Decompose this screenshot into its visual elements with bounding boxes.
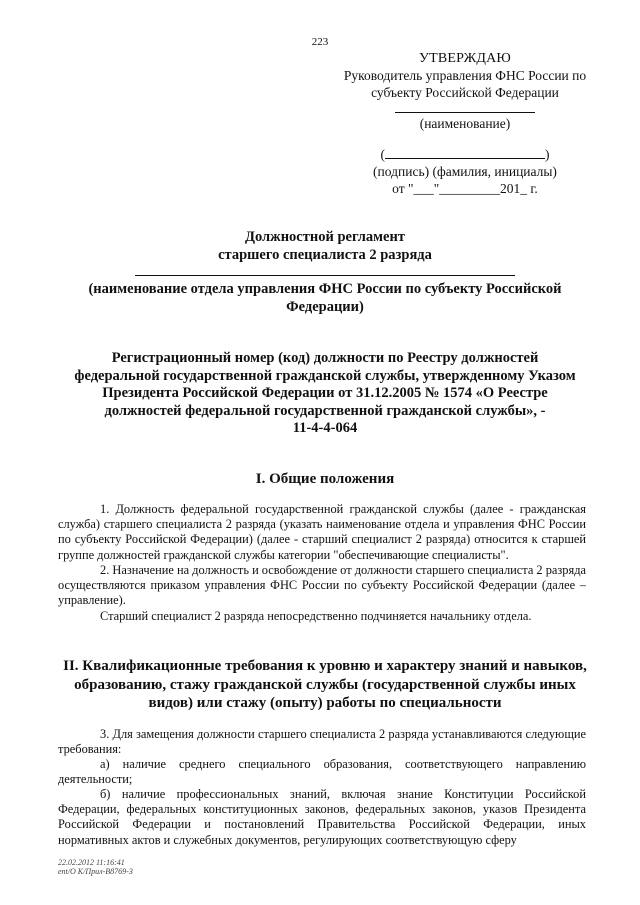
registration-line-1: Регистрационный номер (код) должности по Реестру должностей	[111, 350, 539, 366]
title-rule	[135, 274, 515, 276]
document-title-line-2: старшего специалиста 2 разряда	[218, 247, 432, 263]
page-number: 223	[311, 36, 329, 48]
approval-position-line-2: субъекту Российской Федерации	[371, 85, 559, 100]
signature-close-paren: )	[545, 147, 550, 162]
registration-line-3: Президента Российской Федерации от 31.12.2005 № 1574 «О Реестре	[102, 385, 548, 401]
section-2-paragraph-3: б) наличие профессиональных знаний, включая знание Конституции Российской Федерации, федеральных конституционных законов, федеральных законов, указов Президента Российской Федерации и постановлений Правительства Российской Федерации, иных нормативных актов и служебных документов, регулирующих соответствующую сферу	[58, 787, 586, 847]
section-1-paragraph-2: 2. Назначение на должность и освобождение от должности старшего специалиста 2 разряда осуществляются приказом управления ФНС России по субъекту Российской Федерации (далее – управление).	[58, 563, 586, 608]
approval-heading: УТВЕРЖДАЮ	[418, 51, 512, 66]
section-1-paragraph-1: 1. Должность федеральной государственной гражданской службы (далее - гражданская служба) старшего специалиста 2 разряда (указать наименование отдела и управления ФНС России по субъекту Российской Федерации) (далее - старший специалист 2 разряда) относится к старшей группе должностей гражданской службы категории "обеспечивающие специалисты".	[58, 502, 586, 562]
print-stamp-line-2: ent/O K/Прил-B8769-3	[58, 867, 133, 876]
registration-line-4: должностей федеральной государственной гражданской службы», -	[104, 402, 546, 419]
section-1-heading: I. Общие положения	[255, 471, 395, 487]
registration-number-block	[40, 350, 610, 438]
name-caption: (наименование)	[419, 116, 511, 131]
signature-caption: (подпись) (фамилия, инициалы)	[373, 164, 557, 179]
signature-row	[330, 146, 600, 163]
section-2-heading-line-2: образованию, стажу гражданской службы (государственной службы иных	[74, 676, 576, 693]
registration-line-2: федеральной государственной гражданской службы, утвержденному Указом	[74, 367, 576, 384]
document-title-block	[40, 228, 610, 316]
signature-open-paren: (	[380, 147, 385, 162]
approval-position-line-1: Руководитель управления ФНС России по	[343, 68, 587, 83]
approval-date-line: от "___"_________201_ г.	[392, 181, 538, 196]
name-blank-line	[395, 111, 535, 113]
signature-blank-line	[385, 147, 545, 159]
department-line-1: (наименование отдела управления ФНС России по субъекту Российской	[88, 281, 562, 297]
section-2-heading-line-3: видов) или стажу (опыту) работы по специальности	[148, 695, 502, 711]
registration-code: 11-4-4-064	[292, 420, 358, 436]
section-2-heading-line-1: II. Квалификационные требования к уровню и характеру знаний и навыков,	[63, 658, 587, 674]
approval-block	[330, 50, 600, 197]
document-title-line-1: Должностной регламент	[245, 229, 405, 245]
print-stamp	[58, 858, 133, 876]
section-2-heading	[40, 657, 610, 713]
section-2-paragraph-1: 3. Для замещения должности старшего специалиста 2 разряда устанавливаются следующие требования:	[58, 727, 586, 757]
section-1-paragraph-3: Старший специалист 2 разряда непосредственно подчиняется начальнику отдела.	[100, 609, 532, 623]
department-line-2: Федерации)	[286, 299, 364, 315]
print-stamp-line-1: 22.02.2012 11:16:41	[58, 858, 125, 867]
section-2-paragraph-2: а) наличие среднего специального образования, соответствующего направлению деятельности;	[58, 757, 586, 787]
